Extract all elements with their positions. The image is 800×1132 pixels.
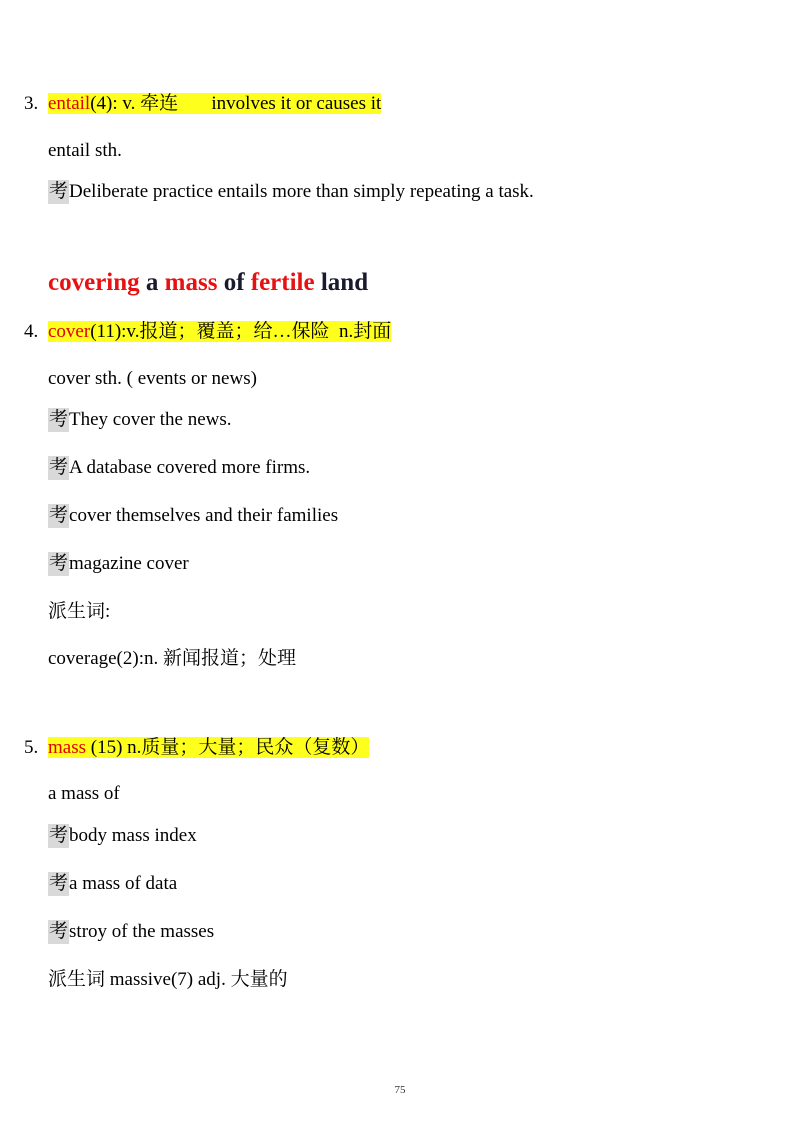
kao-badge: 考 xyxy=(49,873,69,894)
example-line xyxy=(48,552,189,576)
entry-5-title xyxy=(24,736,370,760)
example-text: They cover the news. xyxy=(69,409,232,430)
entry-number: 3. xyxy=(24,93,39,114)
headword: mass xyxy=(48,737,86,758)
example-text: A database covered more firms. xyxy=(69,457,311,478)
heading-word: mass xyxy=(164,269,218,296)
kao-badge: 考 xyxy=(49,825,69,846)
entry-definition: (11):v.报道；覆盖；给…保险 n.封面 xyxy=(90,321,392,342)
usage-line: a mass of xyxy=(48,783,120,804)
entry-number: 4. xyxy=(24,321,39,342)
example-text: magazine cover xyxy=(69,553,189,574)
headword: cover xyxy=(48,321,91,342)
entry-highlight xyxy=(48,93,381,114)
headword: entail xyxy=(48,93,91,114)
example-line xyxy=(48,920,214,944)
kao-badge: 考 xyxy=(49,457,69,478)
example-line xyxy=(48,872,177,896)
derived-label: 派生词: xyxy=(48,601,111,622)
heading-word: land xyxy=(320,269,369,296)
example-line xyxy=(48,180,534,204)
entry-highlight xyxy=(48,321,391,342)
kao-badge: 考 xyxy=(49,409,69,430)
derived-word: coverage(2):n. 新闻报道；处理 xyxy=(48,648,296,669)
entry-3-title xyxy=(24,92,382,116)
example-line xyxy=(48,504,338,528)
entry-highlight xyxy=(48,737,369,758)
example-text: Deliberate practice entails more than simply repeating a task. xyxy=(69,181,534,202)
kao-badge: 考 xyxy=(49,505,69,526)
heading-word: fertile xyxy=(250,269,315,296)
usage-line: cover sth. ( events or news) xyxy=(48,368,257,389)
heading-word: a xyxy=(145,269,159,296)
usage-line: entail sth. xyxy=(48,140,122,161)
section-heading xyxy=(48,268,368,298)
example-line xyxy=(48,408,232,432)
entry-definition: (15) n.质量；大量；民众（复数） xyxy=(86,737,370,758)
example-line xyxy=(48,824,197,848)
example-line xyxy=(48,456,310,480)
kao-badge: 考 xyxy=(49,921,69,942)
page-number: 75 xyxy=(394,1084,406,1096)
example-text: a mass of data xyxy=(69,873,178,894)
kao-badge: 考 xyxy=(49,181,69,202)
entry-4-title xyxy=(24,320,392,344)
example-text: body mass index xyxy=(69,825,197,846)
derived-word: 派生词 massive(7) adj. 大量的 xyxy=(48,969,288,990)
entry-number: 5. xyxy=(24,737,39,758)
kao-badge: 考 xyxy=(49,553,69,574)
entry-definition: (4): v. 牵连 involves it or causes it xyxy=(90,93,382,114)
heading-word: of xyxy=(223,269,245,296)
example-text: stroy of the masses xyxy=(69,921,215,942)
example-text: cover themselves and their families xyxy=(69,505,339,526)
heading-word: covering xyxy=(48,269,140,296)
